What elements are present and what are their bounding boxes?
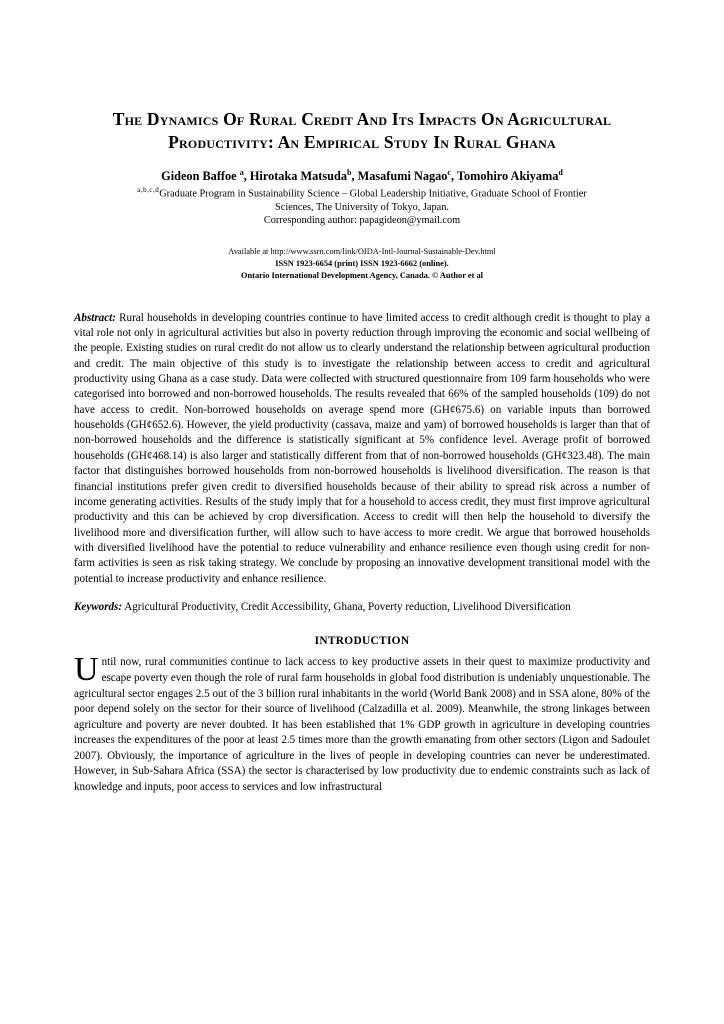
introduction-paragraph xyxy=(74,651,650,795)
page-title: The Dynamics Of Rural Credit And Its Impacts On Agricultural Productivity: An Empirical Study In Rural Ghana xyxy=(112,109,612,153)
author-list xyxy=(74,168,650,184)
corresponding-author: Corresponding author: papagideon@ymail.com xyxy=(263,215,461,227)
introduction-heading: INTRODUCTION xyxy=(314,635,410,648)
issn-line: ISSN 1923-6654 (print) ISSN 1923-6662 (online). xyxy=(275,259,449,269)
abstract-label: Abstract: xyxy=(74,311,116,324)
introduction-text: ntil now, rural communities continue to lack access to key productive assets in their quest to maximize productivity and escape poverty even though the role of rural farm households in global food distribution is undeniably unquestionable. The agricultural sector engages 2.5 out of the 3 billion rural inhabitants in the world (World Bank 2008) and in SSA alone, 80% of the poor depend solely on the sector for their source of livelihood (Calzadilla et al. 2009). Meanwhile, the strong linkages between agriculture and poverty are never doubted. It has been established that 1% GDP growth in agriculture in developing countries increases the expenditures of the poor at least 2.5 times more than the growth emanating from other sectors (Ligon and Sadoulet 2007). Obviously, the importance of agriculture in the lives of people in developing countries can never be underestimated. However, in Sub-Sahara Africa (SSA) the sector is characterised by low productivity due to endemic constraints such as lack of knowledge and inputs, poor access to services and low infrastructural xyxy=(74,656,650,793)
abstract-block xyxy=(74,311,650,587)
availability-line[interactable]: Available at http://www.ssrn.com/link/OIDA-Intl-Journal-Sustainable-Dev.html xyxy=(228,247,496,257)
keywords-block xyxy=(74,600,650,615)
affiliation xyxy=(122,186,602,214)
abstract-text: Rural households in developing countries continue to have limited access to credit although credit is thought to play a vital role not only in agricultural activities but also in poverty reduction through improving the economic and social wellbeing of the people. Existing studies on rural credit do not allow us to clearly understand the relationship between agricultural production and credit. The main objective of this study is to investigate the relationship between access to credit and agricultural productivity using Ghana as a case study. Data were collected with structured questionnaire from 109 farm households who were categorised into borrowed and non-borrowed households. The results revealed that 66% of the sampled households (109) do not have access to credit. Non-borrowed households on average spend more (GH¢675.6) on variable inputs than borrowed households (GH¢652.6). However, the yield productivity (cassava, maize and yam) of borrowed households is larger than that of non-borrowed households and the difference is statistically significant at 5% confidence level. Average profit of borrowed households (GH¢468.14) is also larger and statistically different from that of non-borrowed households (GH¢323.48). The main factor that distinguishes borrowed households from non-borrowed households is livelihood diversification. The reason is that financial institutions prefer given credit to diversified households because of their ability to spread risk across a number of income generating activities. Results of the study imply that for a household to access credit, they must first improve agricultural productivity and this can be achieved by crop diversification. Access to credit will then help the household to diversify the livelihood more and diversification further, will allow such to have access to more credit. We argue that borrowed households with diversified livelihood have the potential to reduce vulnerability and enhance resilience even though using credit for non-farm activities is seen as risk taking strategy. We conclude by proposing an innovative development transitional model with the potential to increase productivity and enhance resilience. xyxy=(74,311,650,585)
author-name-1: Gideon Baffoe $^a$, Hirotaka Matsuda$^b$, Masafumi Nagao$^c$, Tomohiro Akiyama$^d$ xyxy=(161,168,563,184)
publisher-line: Ontario International Development Agency, Canada. © Author et al xyxy=(241,271,483,281)
drop-cap: U xyxy=(74,651,99,689)
publication-info xyxy=(74,246,650,283)
keywords-label: Keywords: xyxy=(74,601,123,614)
keywords-text: Agricultural Productivity, Credit Accessibility, Ghana, Poverty reduction, Livelihood Diversification xyxy=(122,601,571,614)
affiliation-marks: a,b,c,d xyxy=(137,186,160,195)
affiliation-text: Graduate Program in Sustainability Science – Global Leadership Initiative, Graduate School of Frontier Sciences, The University of Tokyo, Japan. xyxy=(159,188,587,213)
